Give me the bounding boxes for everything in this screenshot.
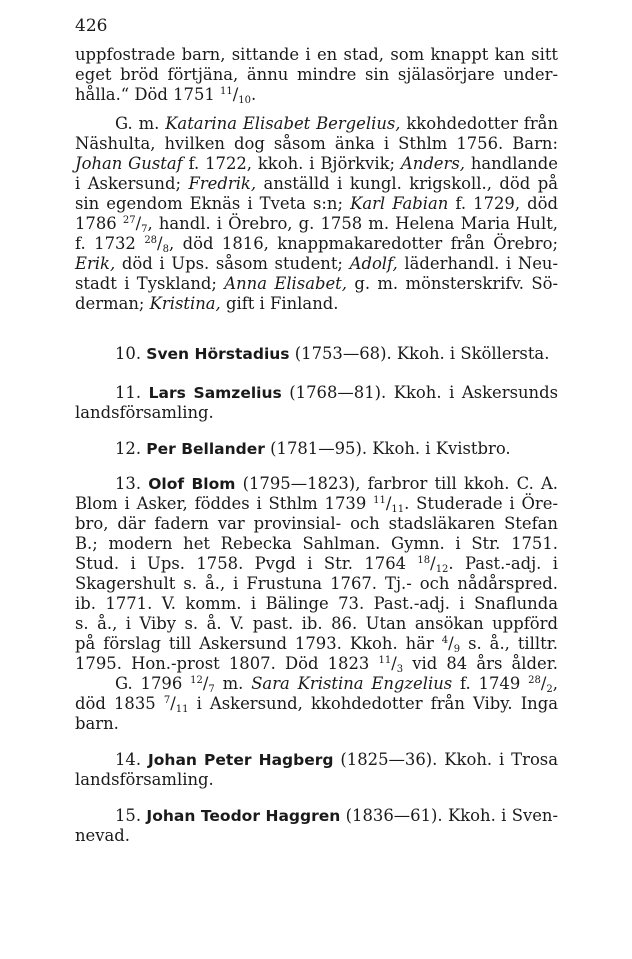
text-segment: derman;: [75, 294, 150, 313]
text-segment: , handl. i Örebro, g. 1758 m. Helena Maria Hult,: [147, 214, 558, 233]
text-line: [75, 614, 558, 633]
text-segment: landsförsamling.: [75, 403, 214, 422]
text-segment: Näshulta, hvilken dog såsom änka i Sthlm 1756. Barn:: [75, 134, 558, 153]
text-segment: Anna Elisabet,: [224, 274, 347, 293]
text-segment: död 1835: [75, 694, 164, 713]
text-segment: 10.: [115, 344, 147, 363]
text-segment: /: [157, 234, 163, 253]
text-segment: 12: [435, 564, 449, 575]
text-segment: s. å., i Viby s. å. V. past. ib. 86. Utan ansökan uppförd: [75, 614, 558, 633]
text-segment: 13.: [115, 474, 149, 493]
text-segment: s. å., tilltr.: [460, 634, 558, 653]
text-segment: /: [202, 674, 209, 693]
text-segment: på förslag till Askersund 1793. Kkoh. här: [75, 634, 442, 653]
text-segment: 12: [190, 675, 203, 686]
text-segment: 8: [162, 244, 169, 255]
text-segment: 11: [378, 655, 392, 666]
text-segment: 7: [141, 224, 148, 235]
text-segment: 11: [391, 504, 405, 515]
text-segment: f. 1732: [75, 234, 145, 253]
text-segment: uppfostrade barn, sittande i en stad, som knappt kan sitt: [75, 45, 558, 64]
text-segment: Fredrik,: [188, 174, 257, 193]
text-segment: barn.: [75, 714, 119, 733]
text-segment: 9: [453, 644, 461, 655]
text-segment: /: [135, 214, 142, 233]
text-segment: gift i Finland.: [220, 294, 339, 313]
text-segment: eget bröd förtjäna, ännu mindre sin själasörjare under-: [75, 65, 558, 84]
text-segment: 28: [144, 235, 158, 246]
text-line: [75, 254, 558, 273]
text-segment: 27: [122, 215, 136, 226]
text-line: [75, 514, 558, 533]
text-segment: Stud. i Ups. 1758. Pvgd i Str. 1764: [75, 554, 418, 573]
text-segment: f. 1749: [452, 674, 529, 693]
text-segment: g. m. mönsterskrifv. Sö-: [346, 274, 558, 293]
entry-name: Johan Peter Hagberg: [148, 751, 334, 769]
text-segment: f. 1722, kkoh. i Björkvik;: [182, 154, 401, 173]
text-segment: 12.: [115, 439, 147, 458]
text-segment: /: [385, 494, 392, 513]
text-segment: handlande: [464, 154, 558, 173]
text-segment: Blom i Asker, föddes i Sthlm 1739: [75, 494, 374, 513]
text-segment: ib. 1771. V. komm. i Bälinge 73. Past.-adj. i Snaflunda: [75, 594, 558, 613]
text-segment: . Past.-adj. i: [448, 554, 558, 573]
text-line: [75, 274, 558, 293]
text-segment: vid 84 års ålder.: [403, 654, 558, 673]
text-segment: /: [540, 674, 547, 693]
text-segment: 3: [396, 664, 404, 675]
entry-name: Olof Blom: [148, 475, 236, 493]
text-line: [75, 65, 558, 84]
text-line: [75, 826, 558, 845]
text-line: [75, 234, 558, 253]
text-segment: G. 1796: [115, 674, 191, 693]
text-line: [75, 403, 558, 422]
entry-name: Sven Hörstadius: [146, 345, 290, 363]
text-line: [115, 383, 558, 403]
text-segment: f. 1729, död: [448, 194, 558, 213]
text-segment: 18: [417, 555, 431, 566]
text-segment: Sara Kristina Engzelius: [251, 674, 453, 693]
text-segment: 1786: [75, 214, 123, 233]
text-segment: (1768—81). Kkoh. i Askersunds: [281, 383, 559, 402]
text-line: [75, 494, 558, 513]
text-line: [115, 344, 558, 364]
text-segment: ,: [552, 674, 558, 693]
text-segment: (1795—1823), farbror till kkoh. C. A.: [235, 474, 558, 493]
text-segment: Adolf,: [349, 254, 398, 273]
text-segment: kkohdedotter från: [400, 114, 558, 133]
text-segment: 2: [546, 684, 553, 695]
text-segment: 10: [238, 95, 252, 106]
text-segment: /: [430, 554, 436, 573]
text-segment: /: [232, 85, 239, 104]
text-segment: 11: [373, 495, 386, 506]
text-line: [75, 534, 558, 553]
text-segment: nevad.: [75, 826, 130, 845]
text-line: [75, 594, 558, 613]
text-segment: (1825—36). Kkoh. i Trosa: [333, 750, 558, 769]
entry-name: Lars Samzelius: [148, 384, 282, 402]
text-segment: , död 1816, knappmakaredotter från Örebro;: [168, 234, 558, 253]
text-segment: landsförsamling.: [75, 770, 214, 789]
text-segment: anställd i kungl. krigskoll., död på: [256, 174, 558, 193]
text-segment: 1795. Hon.-prost 1807. Död 1823: [75, 654, 379, 673]
text-line: [75, 45, 558, 64]
text-segment: 4: [441, 635, 449, 646]
entry-name: Johan Teodor Haggren: [146, 807, 341, 825]
text-line: [75, 214, 558, 233]
text-segment: .: [251, 85, 257, 104]
text-segment: död i Ups. såsom student;: [115, 254, 350, 273]
text-line: [75, 654, 558, 673]
text-segment: /: [170, 694, 176, 713]
text-segment: (1781—95). Kkoh. i Kvistbro.: [264, 439, 511, 458]
text-line: [75, 154, 558, 173]
text-line: [75, 194, 558, 213]
text-segment: G. m.: [115, 114, 166, 133]
text-segment: 11.: [115, 383, 149, 402]
text-segment: Anders,: [400, 154, 465, 173]
text-segment: 15.: [115, 806, 147, 825]
text-line: [75, 554, 558, 573]
text-segment: 11: [220, 86, 233, 97]
text-segment: 28: [528, 675, 541, 686]
text-segment: i Askersund, kkohdedotter från Viby. Inga: [188, 694, 558, 713]
text-segment: (1753—68). Kkoh. i Sköllersta.: [289, 344, 550, 363]
text-segment: Johan Gustaf: [75, 154, 183, 173]
text-line: [115, 474, 558, 494]
text-line: [75, 770, 558, 789]
text-segment: Skagershult s. å., i Frustuna 1767. Tj.- och nådårspred.: [75, 574, 558, 593]
text-line: [75, 85, 558, 104]
text-segment: 7: [208, 684, 215, 695]
text-segment: Kristina,: [149, 294, 221, 313]
text-line: [115, 114, 558, 133]
text-line: [75, 134, 558, 153]
text-segment: B.; modern het Rebecka Sahlman. Gymn. i Str. 1751.: [75, 534, 558, 553]
text-line: [75, 294, 558, 313]
page-number: 426: [75, 16, 108, 36]
text-segment: i Askersund;: [75, 174, 189, 193]
text-line: [75, 174, 558, 193]
text-segment: . Studerade i Öre-: [404, 494, 558, 513]
text-segment: Karl Fabian: [350, 194, 449, 213]
text-segment: 11: [175, 704, 189, 715]
text-segment: Erik,: [75, 254, 116, 273]
text-line: [75, 714, 558, 733]
text-segment: stadt i Tyskland;: [75, 274, 225, 293]
text-segment: Katarina Elisabet Bergelius,: [165, 114, 401, 133]
text-line: [115, 674, 558, 693]
text-line: [115, 806, 558, 826]
text-segment: 14.: [115, 750, 148, 769]
text-line: [115, 750, 558, 770]
text-segment: hålla.“ Död 1751: [75, 85, 221, 104]
text-segment: m.: [214, 674, 252, 693]
text-segment: sin egendom Eknäs i Tveta s:n;: [75, 194, 351, 213]
text-line: [75, 694, 558, 713]
text-segment: /: [448, 634, 454, 653]
text-segment: /: [391, 654, 397, 673]
text-segment: läderhandl. i Neu-: [397, 254, 558, 273]
entry-name: Per Bellander: [146, 440, 265, 458]
text-segment: bro, där fadern var provinsial- och stadsläkaren Stefan: [75, 514, 558, 533]
text-segment: (1836—61). Kkoh. i Sven-: [340, 806, 558, 825]
text-segment: 7: [163, 695, 171, 706]
text-line: [115, 439, 558, 459]
text-line: [75, 634, 558, 653]
text-line: [75, 574, 558, 593]
